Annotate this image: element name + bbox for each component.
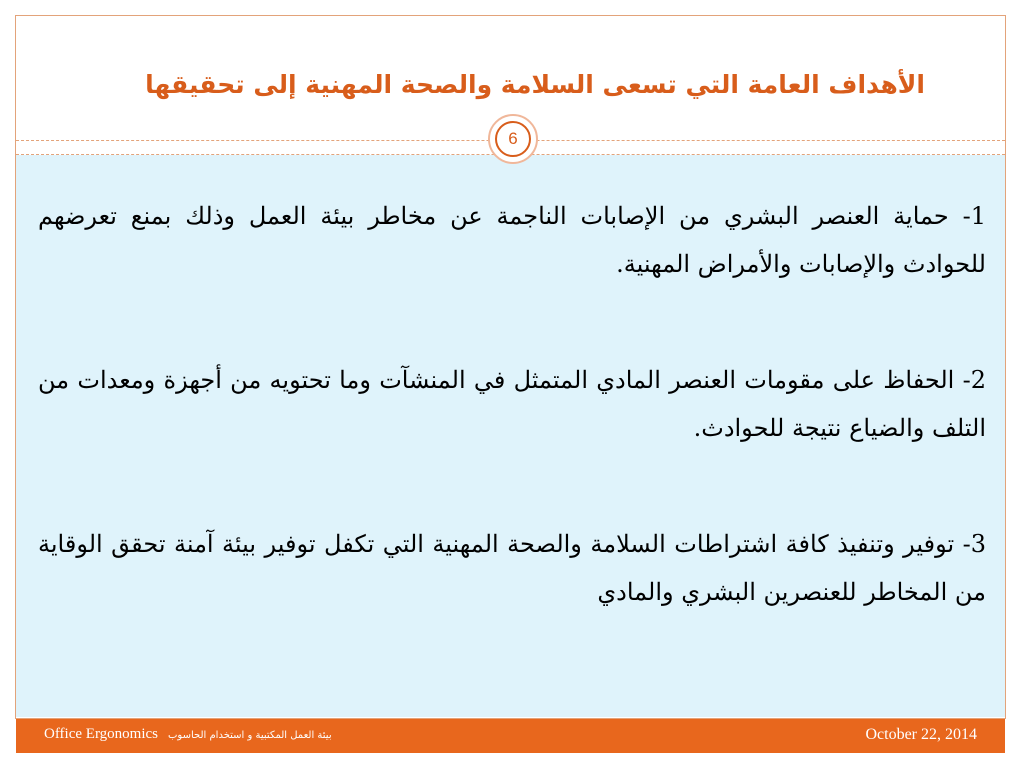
slide-body [38, 192, 986, 684]
objective-paragraph-3: 3- توفير وتنفيذ كافة اشتراطات السلامة والصحة المهنية التي تكفل توفير بيئة آمنة تحقق الوقاية من المخاطر للعنصرين البشري والمادي [38, 530, 986, 606]
slide-title: الأهداف العامة التي تسعى السلامة والصحة المهنية إلى تحقيقها [145, 70, 925, 99]
slide-footer [16, 719, 1005, 753]
footer-subtitle: بيئة العمل المكتبية و استخدام الحاسوب [168, 730, 332, 741]
footer-brand: Office Ergonomics [44, 726, 159, 742]
slide-number-badge [488, 114, 538, 164]
slide-number: 6 [495, 121, 531, 157]
footer-left-group [44, 726, 332, 743]
objective-paragraph-1: 1- حماية العنصر البشري من الإصابات الناجمة عن مخاطر بيئة العمل وذلك بمنع تعرضهم للحوادث والإصابات والأمراض المهنية. [38, 202, 986, 278]
objective-paragraph-2: 2- الحفاظ على مقومات العنصر المادي المتمثل في المنشآت وما تحتويه من أجهزة ومعدات من التلف والضياع نتيجة للحوادث. [38, 366, 986, 442]
footer-date: October 22, 2014 [865, 726, 977, 743]
